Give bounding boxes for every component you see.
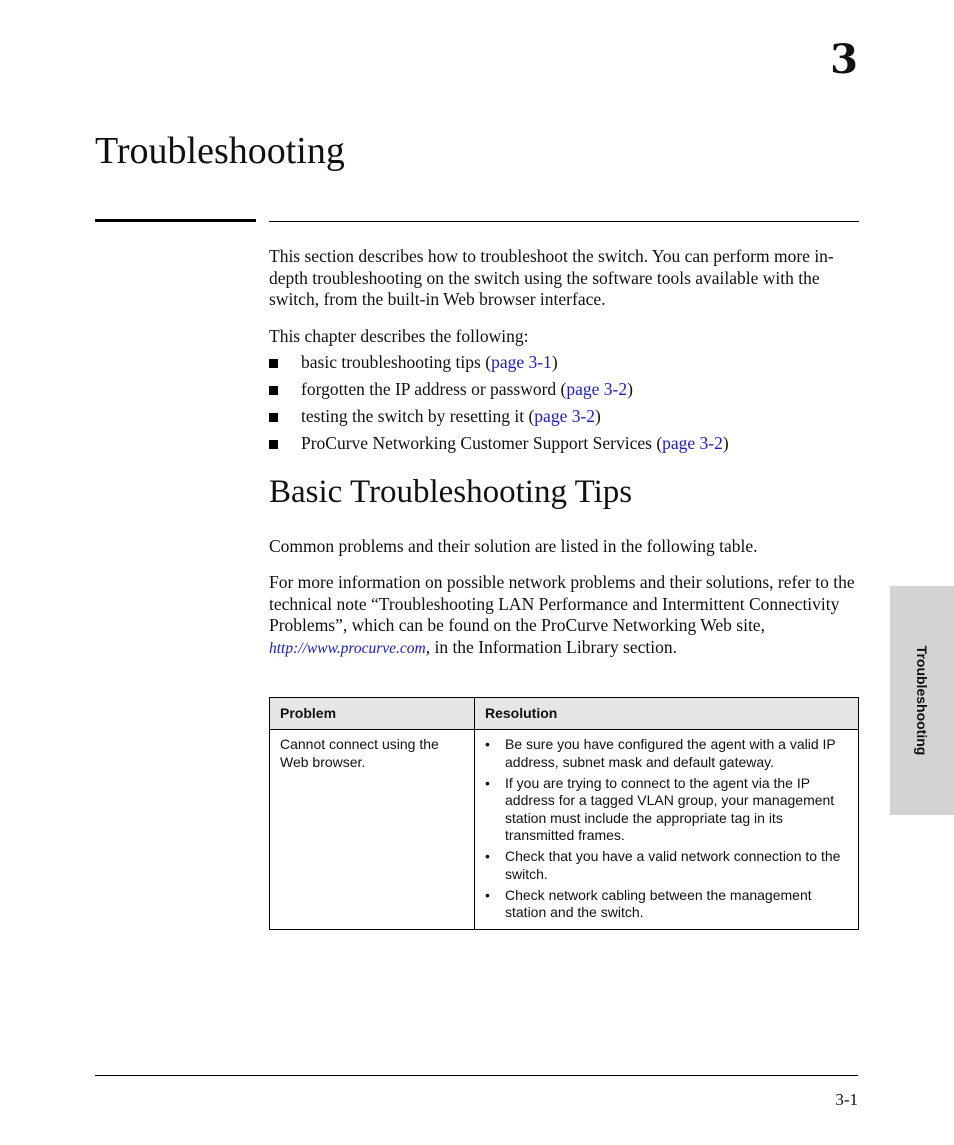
bullet-icon: • (485, 774, 490, 791)
square-bullet-icon (269, 440, 278, 449)
list-item (485, 848, 848, 883)
bullet-icon: • (485, 886, 490, 903)
procurve-url-link[interactable]: http://www.procurve.com (269, 639, 426, 657)
table-row (270, 730, 859, 930)
page-link[interactable]: page 3-1 (491, 352, 552, 372)
chapter-lead: This chapter describes the following: (269, 325, 529, 346)
list-item: testing the switch by resetting it (page 3-2) (269, 406, 861, 428)
page-number: 3-1 (835, 1090, 858, 1109)
chapter-title: Troubleshooting (95, 130, 345, 172)
list-item (485, 887, 848, 922)
section-title: Basic Troubleshooting Tips (269, 473, 633, 510)
square-bullet-icon (269, 359, 278, 368)
resolution-list (485, 736, 848, 922)
chapter-side-tab (890, 586, 954, 815)
resolution-text: If you are trying to connect to the agent via the IP address for a tagged VLAN group, your management station must include the appropriate tag in its transmitted frames. (505, 774, 835, 843)
more-info-paragraph (269, 572, 861, 659)
topic-text: forgotten the IP address or password (301, 379, 557, 399)
body-content (269, 246, 861, 659)
resolution-text: Check network cabling between the management station and the switch. (505, 886, 812, 920)
list-item (485, 736, 848, 771)
chapter-rule-thick (95, 219, 256, 222)
common-paragraph: Common problems and their solution are listed in the following table. (269, 535, 758, 556)
page-link[interactable]: page 3-2 (534, 406, 596, 426)
list-item: basic troubleshooting tips (page 3-1) (269, 352, 861, 374)
list-item (485, 775, 848, 845)
list-item: forgotten the IP address or password (page 3-2) (269, 379, 861, 401)
more-info-text: For more information on possible network problems and their solutions, refer to the technical note “Troubleshooting LAN Performance and Intermittent Connectivity Problems”, which can be found on the ProCurve Networking Web site, (269, 572, 855, 635)
table-header-row (270, 698, 859, 730)
chapter-number: 3 (830, 36, 858, 83)
bullet-icon: • (485, 848, 490, 864)
topic-list (269, 352, 861, 455)
topic-text: basic troubleshooting tips (301, 352, 481, 372)
more-info-tail: , in the Information Library section. (425, 636, 677, 657)
page-link[interactable]: page 3-2 (566, 379, 628, 399)
chapter-rule-thin (269, 221, 859, 222)
resolution-cell (475, 730, 859, 930)
page-link[interactable]: page 3-2 (662, 433, 723, 453)
bullet-icon: • (485, 736, 490, 752)
list-item: ProCurve Networking Customer Support Services (page 3-2) (269, 433, 861, 455)
resolution-text: Be sure you have configured the agent with a valid IP address, subnet mask and default gateway. (505, 736, 836, 770)
intro-paragraph: This section describes how to troubleshoot the switch. You can perform more in-depth troubleshooting on the switch using the software tools available with the switch, from the built-in Web browser interface. (269, 246, 834, 309)
square-bullet-icon (269, 413, 278, 422)
column-header-problem: Problem (270, 698, 475, 730)
troubleshooting-table (269, 697, 859, 930)
square-bullet-icon (269, 386, 278, 395)
column-header-resolution: Resolution (475, 698, 859, 730)
topic-text: ProCurve Networking Customer Support Services (301, 433, 652, 453)
topic-text: testing the switch by resetting it (301, 406, 525, 426)
footer-rule (95, 1075, 858, 1076)
problem-cell: Cannot connect using the Web browser. (270, 730, 475, 930)
side-tab-label: Troubleshooting (914, 645, 930, 756)
resolution-text: Check that you have a valid network connection to the switch. (505, 848, 841, 882)
